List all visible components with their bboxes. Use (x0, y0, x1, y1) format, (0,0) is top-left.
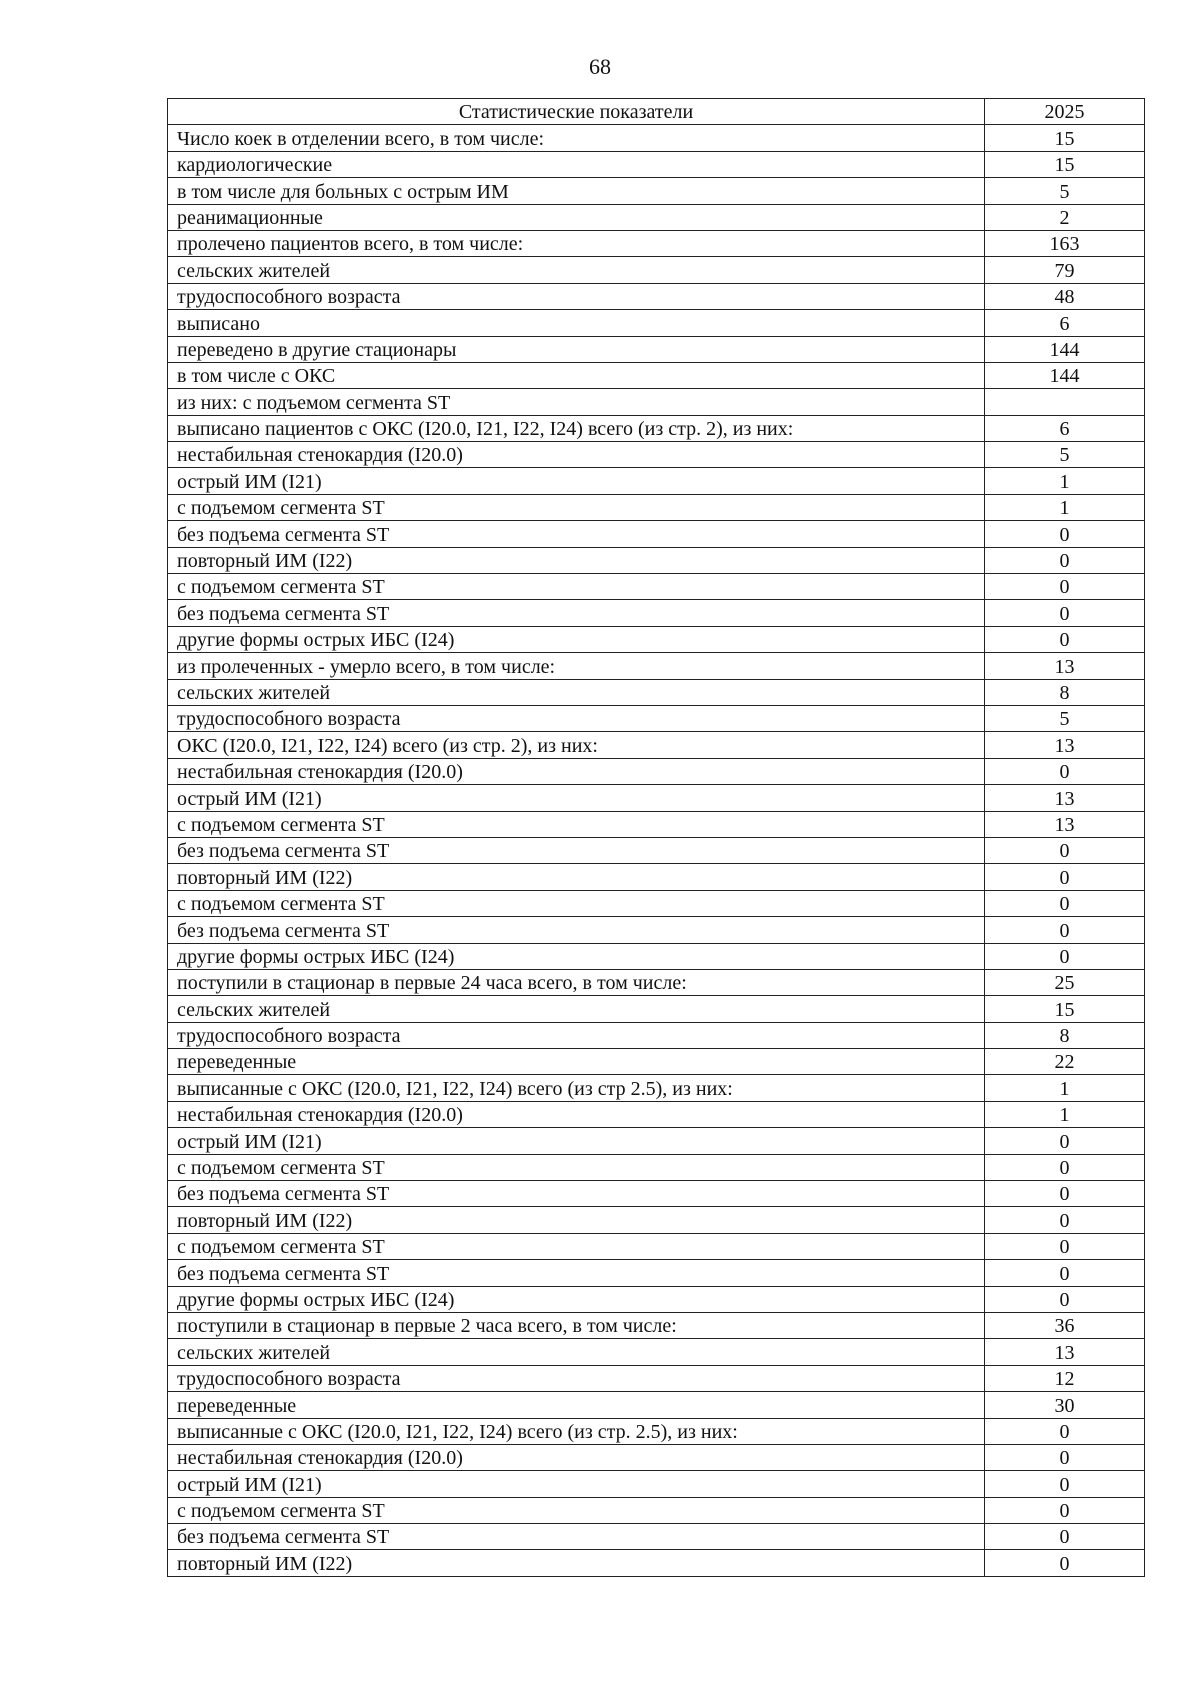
row-value: 48 (985, 283, 1145, 309)
row-value: 1 (985, 494, 1145, 520)
table-row (168, 494, 1145, 520)
row-value: 0 (985, 1128, 1145, 1154)
row-value: 0 (985, 758, 1145, 784)
row-label: с подъемом сегмента ST (168, 574, 985, 600)
row-label: в том числе с ОКС (168, 362, 985, 388)
column-header-year: 2025 (985, 99, 1145, 125)
table-row (168, 1154, 1145, 1180)
table-row (168, 943, 1145, 969)
table-row (168, 1524, 1145, 1550)
table-row (168, 864, 1145, 890)
row-value: 0 (985, 1418, 1145, 1444)
table-row (168, 758, 1145, 784)
row-value: 0 (985, 864, 1145, 890)
row-value: 5 (985, 178, 1145, 204)
row-label: без подъема сегмента ST (168, 1181, 985, 1207)
row-label: нестабильная стенокардия (I20.0) (168, 758, 985, 784)
row-label: с подъемом сегмента ST (168, 1154, 985, 1180)
row-value: 13 (985, 785, 1145, 811)
row-value: 0 (985, 1181, 1145, 1207)
row-value: 6 (985, 415, 1145, 441)
row-label: без подъема сегмента ST (168, 1260, 985, 1286)
row-label: без подъема сегмента ST (168, 837, 985, 863)
row-value: 163 (985, 230, 1145, 256)
row-label: из них: с подъемом сегмента ST (168, 389, 985, 415)
row-label: острый ИМ (I21) (168, 1128, 985, 1154)
row-label: нестабильная стенокардия (I20.0) (168, 1101, 985, 1127)
table-row (168, 1392, 1145, 1418)
row-value: 1 (985, 1075, 1145, 1101)
row-value: 2 (985, 204, 1145, 230)
table-row (168, 468, 1145, 494)
row-value: 15 (985, 151, 1145, 177)
table-row (168, 1339, 1145, 1365)
table-row (168, 125, 1145, 151)
row-label: с подъемом сегмента ST (168, 1233, 985, 1259)
table-row (168, 257, 1145, 283)
table-row (168, 653, 1145, 679)
table-row (168, 574, 1145, 600)
row-value: 79 (985, 257, 1145, 283)
row-value: 13 (985, 1339, 1145, 1365)
row-label: поступили в стационар в первые 24 часа всего, в том числе: (168, 969, 985, 995)
table-row (168, 1550, 1145, 1576)
row-value: 0 (985, 1471, 1145, 1497)
row-value: 5 (985, 442, 1145, 468)
row-label: ОКС (I20.0, I21, I22, I24) всего (из стр. 2), из них: (168, 732, 985, 758)
row-label: сельских жителей (168, 679, 985, 705)
row-value (985, 389, 1145, 415)
row-value: 1 (985, 468, 1145, 494)
row-value: 0 (985, 1524, 1145, 1550)
row-label: острый ИМ (I21) (168, 1471, 985, 1497)
row-value: 0 (985, 547, 1145, 573)
table-row (168, 336, 1145, 362)
row-label: выписано (168, 310, 985, 336)
table-row (168, 1101, 1145, 1127)
row-label: переведенные (168, 1392, 985, 1418)
row-label: трудоспособного возраста (168, 705, 985, 731)
table-row (168, 1312, 1145, 1338)
statistics-table (167, 98, 1145, 1577)
table-row (168, 204, 1145, 230)
table-row (168, 415, 1145, 441)
row-value: 22 (985, 1049, 1145, 1075)
row-value: 0 (985, 1154, 1145, 1180)
row-value: 144 (985, 362, 1145, 388)
row-label: выписанные с ОКС (I20.0, I21, I22, I24) всего (из стр. 2.5), из них: (168, 1418, 985, 1444)
table-row (168, 310, 1145, 336)
table-row (168, 151, 1145, 177)
table-row (168, 389, 1145, 415)
table-row (168, 1075, 1145, 1101)
table-row (168, 362, 1145, 388)
row-label: без подъема сегмента ST (168, 521, 985, 547)
row-label: Число коек в отделении всего, в том числе: (168, 125, 985, 151)
row-label: сельских жителей (168, 257, 985, 283)
table-row (168, 1022, 1145, 1048)
row-value: 0 (985, 1233, 1145, 1259)
row-value: 8 (985, 679, 1145, 705)
table-row (168, 1233, 1145, 1259)
table-row (168, 785, 1145, 811)
table-row (168, 1207, 1145, 1233)
row-value: 13 (985, 811, 1145, 837)
row-value: 15 (985, 125, 1145, 151)
table-row (168, 811, 1145, 837)
row-label: трудоспособного возраста (168, 283, 985, 309)
table-row (168, 679, 1145, 705)
row-value: 5 (985, 705, 1145, 731)
row-label: реанимационные (168, 204, 985, 230)
table-row (168, 442, 1145, 468)
row-value: 36 (985, 1312, 1145, 1338)
row-label: поступили в стационар в первые 2 часа всего, в том числе: (168, 1312, 985, 1338)
row-value: 0 (985, 943, 1145, 969)
table-row (168, 1286, 1145, 1312)
row-value: 0 (985, 837, 1145, 863)
row-value: 0 (985, 600, 1145, 626)
row-label: другие формы острых ИБС (I24) (168, 943, 985, 969)
table-row (168, 178, 1145, 204)
table-row (168, 1365, 1145, 1391)
table-row (168, 1128, 1145, 1154)
row-value: 0 (985, 574, 1145, 600)
row-label: нестабильная стенокардия (I20.0) (168, 1444, 985, 1470)
table-row (168, 969, 1145, 995)
row-value: 0 (985, 1550, 1145, 1576)
row-label: с подъемом сегмента ST (168, 811, 985, 837)
row-label: другие формы острых ИБС (I24) (168, 1286, 985, 1312)
table-row (168, 283, 1145, 309)
table-row (168, 521, 1145, 547)
row-label: сельских жителей (168, 996, 985, 1022)
table-row (168, 1181, 1145, 1207)
row-label: кардиологические (168, 151, 985, 177)
row-label: в том числе для больных с острым ИМ (168, 178, 985, 204)
row-value: 0 (985, 1444, 1145, 1470)
table-row (168, 1444, 1145, 1470)
row-label: трудоспособного возраста (168, 1022, 985, 1048)
row-label: без подъема сегмента ST (168, 1524, 985, 1550)
row-value: 0 (985, 1207, 1145, 1233)
page-number: 68 (589, 54, 611, 79)
row-value: 30 (985, 1392, 1145, 1418)
row-label: повторный ИМ (I22) (168, 1550, 985, 1576)
row-label: с подъемом сегмента ST (168, 890, 985, 916)
table-row (168, 837, 1145, 863)
row-value: 0 (985, 917, 1145, 943)
row-value: 0 (985, 890, 1145, 916)
row-label: из пролеченных - умерло всего, в том числе: (168, 653, 985, 679)
row-value: 1 (985, 1101, 1145, 1127)
row-label: пролечено пациентов всего, в том числе: (168, 230, 985, 256)
row-value: 0 (985, 626, 1145, 652)
table-row (168, 1260, 1145, 1286)
row-value: 0 (985, 1286, 1145, 1312)
row-label: острый ИМ (I21) (168, 468, 985, 494)
row-value: 15 (985, 996, 1145, 1022)
row-value: 13 (985, 653, 1145, 679)
row-value: 144 (985, 336, 1145, 362)
row-label: повторный ИМ (I22) (168, 547, 985, 573)
table-body (168, 125, 1145, 1576)
row-label: переведенные (168, 1049, 985, 1075)
row-label: острый ИМ (I21) (168, 785, 985, 811)
table-row (168, 230, 1145, 256)
row-value: 25 (985, 969, 1145, 995)
row-value: 12 (985, 1365, 1145, 1391)
row-value: 6 (985, 310, 1145, 336)
row-value: 0 (985, 1497, 1145, 1523)
row-value: 0 (985, 521, 1145, 547)
row-label: без подъема сегмента ST (168, 917, 985, 943)
table-row (168, 996, 1145, 1022)
row-value: 8 (985, 1022, 1145, 1048)
row-label: сельских жителей (168, 1339, 985, 1365)
table-row (168, 705, 1145, 731)
table-row (168, 732, 1145, 758)
row-label: с подъемом сегмента ST (168, 1497, 985, 1523)
table-row (168, 1471, 1145, 1497)
table-header-row (168, 99, 1145, 125)
row-label: с подъемом сегмента ST (168, 494, 985, 520)
table-row (168, 917, 1145, 943)
row-label: выписано пациентов с ОКС (I20.0, I21, I22, I24) всего (из стр. 2), из них: (168, 415, 985, 441)
table-row (168, 626, 1145, 652)
row-label: нестабильная стенокардия (I20.0) (168, 442, 985, 468)
row-value: 13 (985, 732, 1145, 758)
row-label: другие формы острых ИБС (I24) (168, 626, 985, 652)
row-label: выписанные с ОКС (I20.0, I21, I22, I24) всего (из стр 2.5), из них: (168, 1075, 985, 1101)
row-label: повторный ИМ (I22) (168, 864, 985, 890)
table-row (168, 547, 1145, 573)
row-label: трудоспособного возраста (168, 1365, 985, 1391)
row-value: 0 (985, 1260, 1145, 1286)
row-label: переведено в другие стационары (168, 336, 985, 362)
table-row (168, 1418, 1145, 1444)
table-row (168, 600, 1145, 626)
row-label: повторный ИМ (I22) (168, 1207, 985, 1233)
table-row (168, 890, 1145, 916)
table-row (168, 1049, 1145, 1075)
row-label: без подъема сегмента ST (168, 600, 985, 626)
table-row (168, 1497, 1145, 1523)
column-header-indicators: Статистические показатели (168, 99, 985, 125)
